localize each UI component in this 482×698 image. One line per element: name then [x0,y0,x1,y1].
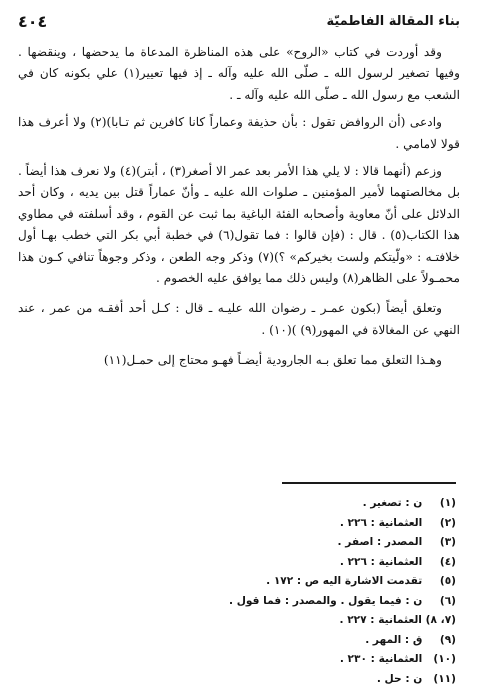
footnote-text: تقدمت الاشارة اليه ص : ١٧٢ . [266,575,423,587]
footnote-text: العثمانية : ٢٢٧ . [339,614,422,626]
footnote-number: (٦) [439,594,456,607]
footnote [156,514,456,534]
footnote-text: العثمانية : ٢٢٦ . [339,516,423,529]
running-title: بناء المقالة الفاطميّة [326,14,460,29]
footnote-number: (١٠) [433,653,456,665]
footnote [156,631,456,651]
footnote-text: ن : حل . [376,672,423,685]
page-header [18,10,460,36]
footnote [156,572,456,592]
paragraph: وقد أوردت في كتاب «الروح» على هذه المناظرة المدعاة ما يدحضها ، وينقضها . وفيها تصغير لرسول الله ـ صلّى الله عليه وآله ـ إذ فيها تعيير(١) علي بكونه كان في الشعب مع رسول الله ـ صلّى الله عليه وآله ـ . [18,45,460,102]
main-text [18,42,460,381]
footnote [156,592,456,612]
footnote [156,553,456,573]
footnote-number: (١١) [433,672,456,685]
footnote-number: (١) [439,497,456,509]
footnote-text: العثمانية : ٢٣٠ . [339,653,423,665]
footnote [156,650,456,670]
footnote-number: (٣) [439,536,456,548]
footnote-number: (٢) [439,516,456,529]
footnote-text: ن : تصغير . [362,497,423,509]
paragraph: وتعلق أيضاً (بكون عمـر ـ رضوان الله عليـه ـ قال : كـل أحد أفقـه من عمر ، عند النهي عن المغالاة في المهور(٩) )(١٠) . [18,301,460,337]
footnote [156,611,456,631]
paragraph: وهـذا التعلق مما تعلق بـه الجارودية أيضـاً فهـو محتاج إلى حمـل(١١) [103,353,442,368]
footnote-number: (٧، ٨) [425,614,456,626]
footnote-text: المصدر : اصفر . [337,536,423,548]
footnote-text: العثمانية : ٢٢٦ . [339,555,423,568]
footnote-number: (٩) [439,633,456,646]
footnote-separator [282,482,456,484]
footnote [156,533,456,553]
footnote-number: (٥) [439,575,456,587]
footnote [156,494,456,514]
footnote-number: (٤) [439,555,456,568]
page-number: ٤٠٤ [18,12,48,31]
paragraph: وادعى (أن الروافض تقول : بأن حذيفة وعماراً كانا كافرين ثم تـابا)(٢) ولا أعرف هذا قولا لامامي . [18,115,460,151]
footnote [156,670,456,690]
footnote-text: ن : فيما يقول . والمصدر : فما قول . [229,594,423,607]
footnote-text: ق : المهر . [365,633,423,646]
paragraph: وزعم (أنهما قالا : لا يلي هذا الأمر بعد عمر الا أصغر(٣) ، أبتر)(٤) ولا نعرف هذا أيضاً . بل مخالصتهما لأمير المؤمنين ـ صلوات الله عليه ـ وأنّ عماراً قتل بين يديه ، وكان أحد الدلائل على أنّ معاوية وأصحابه الفئة الباغية بما ثبت عن القوم ، وقد أسلفته في مطاوي هذا الكتاب(٥) . قال : (فإن قالوا : فما تقول(٦) في خطبة أبي بكر التي خطب بهـا أول خلافتـه : «ولّيتكم ولست بخيركم» ؟)(٧) وذكر وجه الطعن ، وذكر وجوهاً تنافي كـون هذا محمـولاً على الظاهر(٨) وليس ذلك مما يوافق عليه الخصوم . [18,164,460,286]
footnotes [156,494,456,689]
